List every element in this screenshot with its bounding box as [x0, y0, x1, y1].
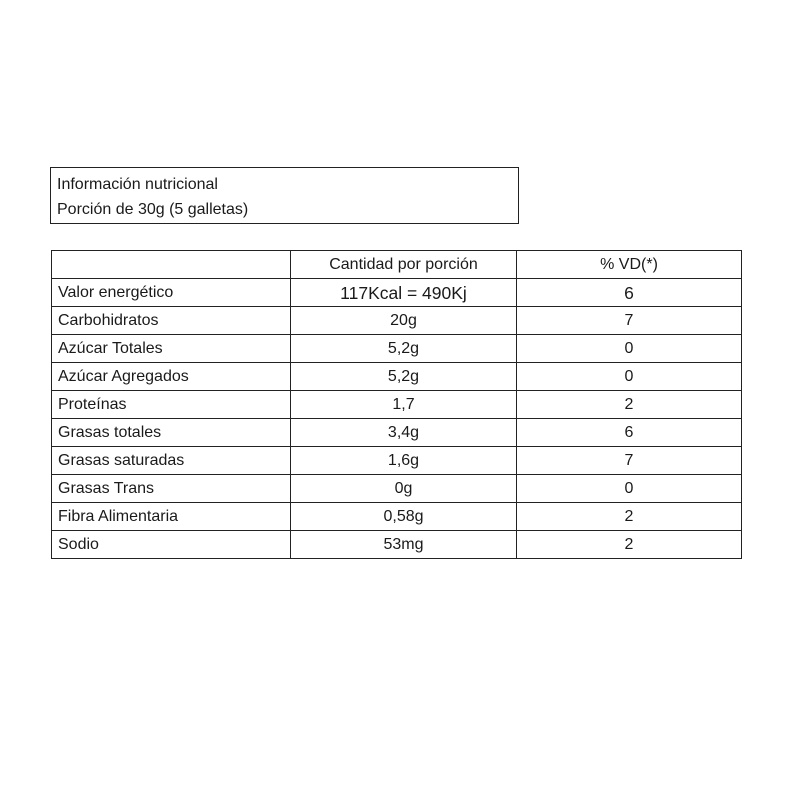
nutrient-vd: 6	[517, 419, 742, 447]
nutrient-vd: 0	[517, 363, 742, 391]
nutrient-vd: 7	[517, 307, 742, 335]
header-cell-vd: % VD(*)	[517, 251, 742, 279]
table-header-row	[52, 251, 742, 279]
nutrient-amount: 1,7	[291, 391, 517, 419]
header-cell-nutrient	[52, 251, 291, 279]
nutrition-table	[51, 250, 742, 559]
table-row	[52, 447, 742, 475]
nutrient-name: Fibra Alimentaria	[52, 503, 291, 531]
nutrient-name: Azúcar Agregados	[52, 363, 291, 391]
nutrient-name: Azúcar Totales	[52, 335, 291, 363]
nutrient-amount: 5,2g	[291, 363, 517, 391]
header-cell-amount: Cantidad por porción	[291, 251, 517, 279]
nutrient-vd: 0	[517, 335, 742, 363]
table-row	[52, 391, 742, 419]
nutrient-vd: 0	[517, 475, 742, 503]
table-row	[52, 307, 742, 335]
table-row	[52, 363, 742, 391]
table-row	[52, 419, 742, 447]
nutrient-name: Sodio	[52, 531, 291, 559]
table-row	[52, 531, 742, 559]
nutrient-vd: 6	[517, 279, 742, 307]
nutrient-name: Grasas saturadas	[52, 447, 291, 475]
serving-size: Porción de 30g (5 galletas)	[57, 201, 249, 218]
nutrient-amount: 0,58g	[291, 503, 517, 531]
table-row	[52, 503, 742, 531]
table-row	[52, 475, 742, 503]
nutrition-header-box	[50, 167, 519, 224]
nutrient-amount: 3,4g	[291, 419, 517, 447]
nutrient-vd: 2	[517, 531, 742, 559]
nutrient-amount: 117Kcal = 490Kj	[291, 279, 517, 307]
nutrient-vd: 7	[517, 447, 742, 475]
nutrient-amount: 5,2g	[291, 335, 517, 363]
table-row	[52, 335, 742, 363]
nutrient-name: Proteínas	[52, 391, 291, 419]
nutrient-vd: 2	[517, 391, 742, 419]
nutrient-amount: 1,6g	[291, 447, 517, 475]
nutrient-name: Carbohidratos	[52, 307, 291, 335]
nutrient-name: Grasas totales	[52, 419, 291, 447]
nutrient-amount: 53mg	[291, 531, 517, 559]
table-row	[52, 279, 742, 307]
nutrient-vd: 2	[517, 503, 742, 531]
nutrient-amount: 0g	[291, 475, 517, 503]
nutrition-title: Información nutricional	[57, 176, 218, 193]
nutrient-name: Grasas Trans	[52, 475, 291, 503]
nutrient-amount: 20g	[291, 307, 517, 335]
nutrient-name: Valor energético	[52, 279, 291, 307]
